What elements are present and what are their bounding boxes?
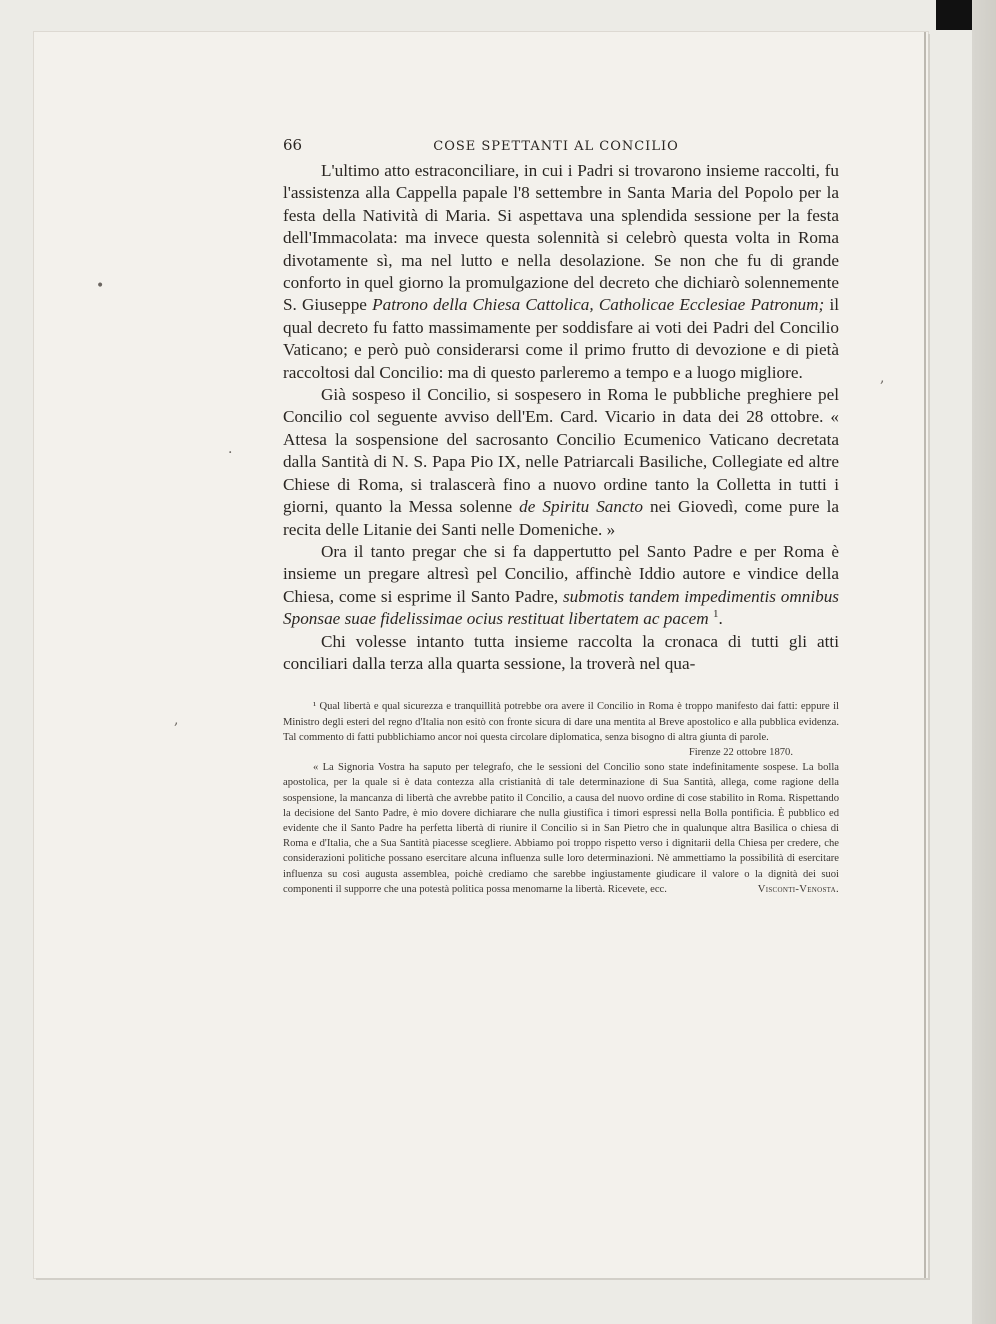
margin-speck: ,	[174, 712, 179, 728]
text-run: Ora il tanto pregar che si fa dappertutto pel Santo Padre e per Roma è insieme un pregare altresì pel Concilio, affinchè Iddio autore e vindice della Chiesa, come si esprime il Santo Padre,	[283, 541, 839, 606]
footnote-ref: 1	[712, 608, 719, 621]
running-header	[283, 136, 839, 160]
paragraph	[283, 384, 839, 541]
page-content	[283, 136, 839, 897]
page-fold-edge	[924, 32, 926, 1278]
paragraph	[283, 541, 839, 631]
running-title: COSE SPETTANTI AL CONCILIO	[433, 139, 679, 154]
italic-text: Patrono della Chiesa Cattolica, Catholicae Ecclesiae Patronum;	[372, 295, 825, 315]
scan-right-edge	[972, 0, 996, 1324]
italic-text: submotis tandem impedimentis omnibus Sponsae suae fidelissimae ocius restituat libertatem ac pacem	[283, 586, 839, 629]
footnote-letter	[283, 760, 839, 897]
footnote-signature: Visconti-Venosta.	[757, 883, 839, 895]
margin-speck: ·	[228, 445, 233, 461]
italic-text: de Spiritu Sancto	[519, 497, 643, 517]
text-run: il qual decreto fu fatto massimamente per soddisfare ai voti dei Padri del Concilio Vaticano; e però può considerarsi come il primo frutto di devozione e di pietà raccoltosi dal Concilio: ma di questo parleremo a tempo e a luogo migliore.	[283, 295, 839, 382]
margin-speck: ,	[880, 370, 885, 386]
paragraph	[283, 631, 839, 676]
footnotes	[283, 699, 839, 897]
footnote-dateline: Firenze 22 ottobre 1870.	[688, 746, 793, 758]
text-run: Già sospeso il Concilio, si sospesero in Roma le pubbliche preghiere pel Concilio col seguente avviso dell'Em. Card. Vicario in data dei 28 ottobre. « Attesa la sospensione del sacrosanto Concilio Ecumenico Vaticano decretata dalla Santità di N. S. Papa Pio IX, nelle Patriarcali Basiliche, Collegiate ed altre Chiese di Roma, si tralascerà fino a nuovo ordine tanto la Colletta in tutti i giorni, quanto la Messa solenne	[283, 385, 839, 517]
text-run: nei Giovedì, come pure la recita delle Litanie dei Santi nelle Domeniche. »	[283, 497, 839, 539]
text-run: .	[718, 609, 723, 629]
footnote-letter-text: « La Signoria Vostra ha saputo per telegrafo, che le sessioni del Concilio sono state indefinitamente sospese. La bolla apostolica, per la quale si è data contezza alla cristianità di tale determinazione di Sua Santità, allega, come ragione della sospensione, la mancanza di libertà che avrebbe patito il Concilio, a causa del nuovo ordine di cose stabilito in Roma. Rispettando la decisione del Santo Padre, è mio dovere dichiarare che nulla giustifica i timori espressi nella Bolla pontificia. È pubblico ed evidente che il Santo Padre ha perfetta libertà di riunire il Concilio sì in San Pietro che in qualunque altra Basilica o chiesa di Roma e d'Italia, che a Sua Santità piacesse scegliere. Abbiamo poi troppo rispetto verso i dignitarii della Chiesa per credere, che considerazioni politiche possano esercitare alcuna influenza sulle loro determinazioni. Nè ammettiamo la possibilità di esercitare influenza su così augusta assemblea, poichè crediamo che sarebbe ingiustamente giudicare il valore o la dignità dei suoi componenti il supporre che una potestà politica possa menomarne la libertà. Ricevete, ecc.	[283, 762, 839, 895]
page-number: 66	[283, 136, 303, 154]
margin-speck: •	[96, 278, 105, 294]
body-text	[283, 160, 839, 675]
paragraph	[283, 160, 839, 384]
scan-dark-corner	[0, 0, 996, 30]
text-run: Chi volesse intanto tutta insieme raccolta la cronaca di tutti gli atti conciliari dalla terza alla quarta sessione, la troverà nel qua-	[283, 631, 839, 673]
text-run: L'ultimo atto estraconciliare, in cui i Padri si trovarono insieme raccolti, fu l'assistenza alla Cappella papale l'8 settembre in Santa Maria del Popolo per la festa della Natività di Maria. Si aspettava una splendida sessione per la festa dell'Immacolata: ma invece questa solennità si celebrò questa volta in Roma divotamente sì, ma nel lutto e nella desolazione. Se non che fu di grande conforto in quel giorno la promulgazione del decreto che dichiarò solennemente S. Giuseppe	[283, 161, 839, 315]
footnote-intro: ¹ Qual libertà e qual sicurezza e tranquillità potrebbe ora avere il Concilio in Roma è troppo manifesto dai fatti: eppure il Ministro degli esteri del regno d'Italia non esitò con fronte sicura di dare una mentita al Breve apostolico e alla pubblica evidenza. Tal commento di fatti pubblichiamo ancor noi questa circolare diplomatica, senza bisogno di altra giunta di parole.	[283, 701, 839, 743]
